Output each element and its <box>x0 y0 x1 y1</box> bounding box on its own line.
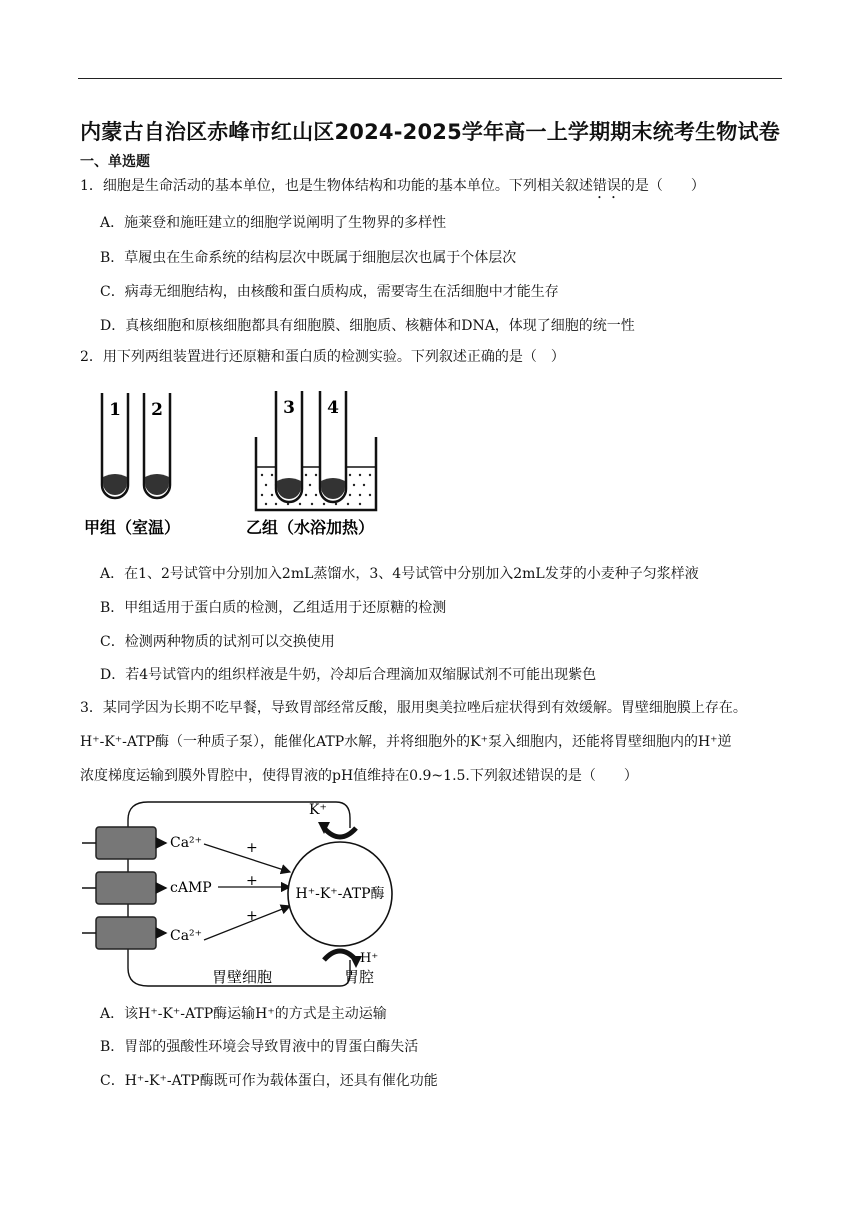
water-bath <box>256 437 376 510</box>
q1-stem-emphasis: 错误 <box>592 178 621 194</box>
q2-option-c: C．检测两种物质的试剂可以交换使用 <box>100 634 335 650</box>
question-3-line-2: H⁺-K⁺-ATP酶（一种质子泵），能催化ATP水解，并将细胞外的K⁺泵入细胞内，还能将胃壁细胞内的H⁺逆 <box>80 734 732 750</box>
tube-label-3: 3 <box>283 398 295 418</box>
q1-option-d: D．真核细胞和原核细胞都具有细胞膜、细胞质、核糖体和DNA，体现了细胞的统一性 <box>100 318 635 334</box>
enzyme-label: H⁺-K⁺-ATP酶 <box>295 886 385 902</box>
q2-option-a: A．在1、2号试管中分别加入2mL蒸馏水，3、4号试管中分别加入2mL发芽的小麦种子匀浆样液 <box>100 566 699 582</box>
q1-option-a: A．施莱登和施旺建立的细胞学说阐明了生物界的多样性 <box>100 215 447 231</box>
q1-stem-post: 的是（ ） <box>620 178 705 194</box>
page-title: 内蒙古自治区赤峰市红山区2024-2025学年高一上学期期末统考生物试卷 <box>80 120 780 144</box>
group-a-label: 甲组（室温） <box>84 518 181 537</box>
k-ion-arrow <box>324 828 356 837</box>
receptor-1 <box>82 827 166 859</box>
lumen-label: 胃腔 <box>344 968 375 986</box>
question-3-line-1: 3．某同学因为长期不吃早餐，导致胃部经常反酸，服用奥美拉唑后症状得到有效缓解。胃壁细胞膜上存在。 <box>80 700 747 716</box>
q2-option-d: D．若4号试管内的组织样液是牛奶，冷却后合理滴加双缩脲试剂不可能出现紫色 <box>100 667 597 683</box>
proton-pump-figure <box>78 794 418 994</box>
tube-label-4: 4 <box>327 398 339 418</box>
q3-option-c: C．H⁺-K⁺-ATP酶既可作为载体蛋白，还具有催化功能 <box>100 1073 438 1089</box>
test-tube-figure <box>78 385 398 545</box>
receptor-2 <box>82 872 166 904</box>
q3-option-a: A．该H⁺-K⁺-ATP酶运输H⁺的方式是主动运输 <box>100 1006 387 1022</box>
tube-label-2: 2 <box>151 400 163 420</box>
question-1-stem <box>80 176 705 202</box>
q2-option-b: B．甲组适用于蛋白质的检测，乙组适用于还原糖的检测 <box>100 600 447 616</box>
header-rule <box>78 78 782 79</box>
plus-sign-2: + <box>246 873 258 889</box>
question-2-stem: 2．用下列两组装置进行还原糖和蛋白质的检测实验。下列叙述正确的是（ ） <box>80 349 565 365</box>
h-ion-arrow <box>324 951 356 960</box>
q1-option-c: C．病毒无细胞结构，由核酸和蛋白质构成，需要寄生在活细胞中才能生存 <box>100 284 559 300</box>
receptor-3 <box>82 917 166 949</box>
group-b-label: 乙组（水浴加热） <box>246 518 375 537</box>
cell-label: 胃壁细胞 <box>212 968 273 986</box>
tube-label-1: 1 <box>109 400 121 420</box>
signal-ca-2: Ca²⁺ <box>170 928 203 944</box>
plus-sign-3: + <box>246 908 258 924</box>
signal-camp: cAMP <box>170 880 212 896</box>
h-ion-label: H⁺ <box>360 951 379 966</box>
q1-stem-pre: 1．细胞是生命活动的基本单位，也是生物体结构和功能的基本单位。下列相关叙述 <box>80 178 593 194</box>
q1-option-b: B．草履虫在生命系统的结构层次中既属于细胞层次也属于个体层次 <box>100 250 517 266</box>
section-heading: 一、单选题 <box>80 154 150 170</box>
question-3-line-3: 浓度梯度运输到膜外胃腔中，使得胃液的pH值维持在0.9~1.5.下列叙述错误的是（ ） <box>80 768 638 784</box>
signal-ca-1: Ca²⁺ <box>170 835 203 851</box>
q3-option-b: B．胃部的强酸性环境会导致胃液中的胃蛋白酶失活 <box>100 1039 419 1055</box>
plus-sign-1: + <box>246 840 258 856</box>
k-ion-label: K⁺ <box>309 802 327 818</box>
